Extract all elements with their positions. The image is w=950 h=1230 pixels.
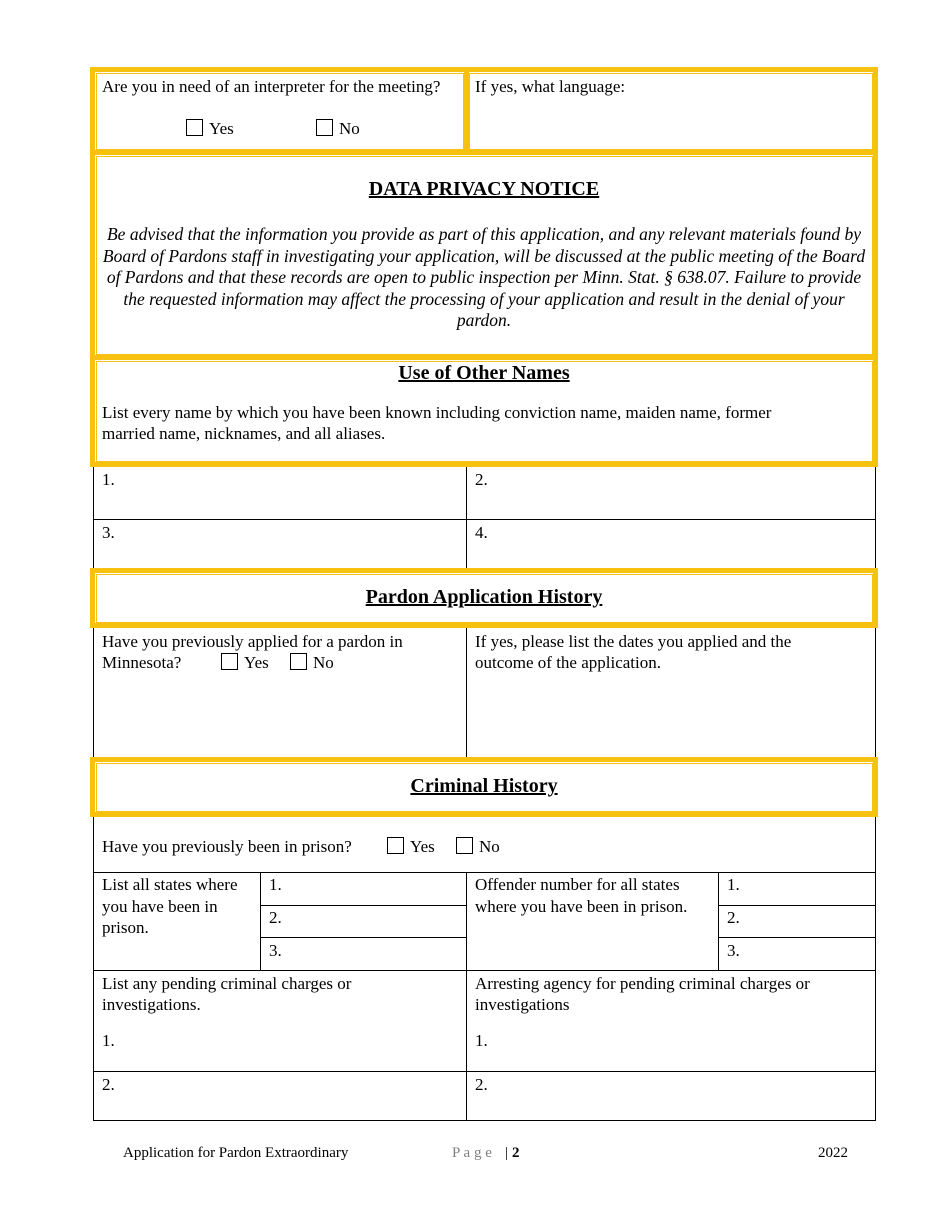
- other-name-2[interactable]: 2.: [475, 470, 488, 489]
- footer-page-number: 2: [512, 1145, 520, 1161]
- pending-label-line1: List any pending criminal charges or: [102, 974, 352, 993]
- privacy-text: Be advised that the information you provide as part of this application, and any relevant materials found by Board of Pardons staff in investigating your application, will be discussed at the public meeting of the Board of Pardons and that these records are open to public inspection per Minn. Stat. § 638.07. Failure to provide the requested information may affect the processing of your application and result in the denial of your pardon.: [102, 224, 866, 330]
- divider: [718, 937, 876, 938]
- pending-label-line2: investigations.: [102, 995, 201, 1014]
- interpreter-no-label: No: [339, 119, 360, 138]
- other-names-instructions-1: List every name by which you have been known including conviction name, maiden name, former: [102, 403, 772, 422]
- prison-yes-label: Yes: [410, 837, 435, 856]
- divider: [466, 872, 467, 1121]
- divider: [93, 970, 876, 971]
- pardon-history-title: Pardon Application History: [365, 586, 603, 608]
- pending-field-1[interactable]: 1.: [102, 1031, 115, 1050]
- divider: [464, 72, 469, 152]
- interpreter-yes-label: Yes: [209, 119, 234, 138]
- agency-label-line1: Arresting agency for pending criminal charges or: [475, 974, 810, 993]
- prison-question: Have you previously been in prison?: [102, 837, 352, 856]
- interpreter-no-option[interactable]: [316, 118, 360, 139]
- pardon-question-line1: Have you previously applied for a pardon in: [102, 632, 403, 651]
- other-names-instructions-2: married name, nicknames, and all aliases.: [102, 424, 386, 443]
- states-label-line2: you have been in: [102, 897, 218, 916]
- pardon-yes-checkbox[interactable]: [221, 653, 238, 670]
- privacy-title: DATA PRIVACY NOTICE: [368, 178, 600, 200]
- divider: [260, 905, 466, 906]
- state-field-1[interactable]: 1.: [269, 875, 282, 894]
- interpreter-yes-option[interactable]: [186, 118, 234, 139]
- divider: [718, 872, 719, 971]
- offender-field-2[interactable]: 2.: [727, 908, 740, 927]
- states-label-line1: List all states where: [102, 875, 238, 894]
- offender-field-1[interactable]: 1.: [727, 875, 740, 894]
- pardon-dates-line2: outcome of the application.: [475, 653, 661, 672]
- criminal-history-title: Criminal History: [410, 775, 558, 797]
- language-label: If yes, what language:: [475, 77, 626, 96]
- pardon-yes-label: Yes: [244, 653, 269, 672]
- other-name-1[interactable]: 1.: [102, 470, 115, 489]
- pardon-no-label: No: [313, 653, 334, 672]
- footer-separator: |: [505, 1145, 509, 1161]
- state-field-2[interactable]: 2.: [269, 908, 282, 927]
- offender-field-3[interactable]: 3.: [727, 941, 740, 960]
- other-name-4[interactable]: 4.: [475, 523, 488, 542]
- prison-yes-checkbox[interactable]: [387, 837, 404, 854]
- offender-label-line2: where you have been in prison.: [475, 897, 688, 916]
- pardon-question-line2: Minnesota?: [102, 653, 182, 672]
- divider: [93, 1071, 876, 1072]
- interpreter-no-checkbox[interactable]: [316, 119, 333, 136]
- footer-page-label: P a g e: [452, 1145, 492, 1161]
- prison-yes-option[interactable]: [387, 836, 435, 857]
- pardon-no-option[interactable]: [290, 652, 334, 673]
- footer-title: Application for Pardon Extraordinary: [123, 1145, 349, 1161]
- other-names-title: Use of Other Names: [398, 362, 570, 384]
- divider: [260, 937, 466, 938]
- divider: [466, 467, 467, 569]
- prison-no-option[interactable]: [456, 836, 500, 857]
- pardon-no-checkbox[interactable]: [290, 653, 307, 670]
- state-field-3[interactable]: 3.: [269, 941, 282, 960]
- pardon-dates-line1: If yes, please list the dates you applied and the: [475, 632, 792, 651]
- prison-no-checkbox[interactable]: [456, 837, 473, 854]
- prison-no-label: No: [479, 837, 500, 856]
- divider: [260, 872, 261, 971]
- pending-field-2[interactable]: 2.: [102, 1075, 115, 1094]
- interpreter-question: Are you in need of an interpreter for the meeting?: [102, 77, 441, 96]
- footer-year: 2022: [818, 1145, 848, 1161]
- states-label-line3: prison.: [102, 918, 149, 937]
- divider: [93, 872, 876, 873]
- interpreter-yes-checkbox[interactable]: [186, 119, 203, 136]
- agency-label-line2: investigations: [475, 995, 570, 1014]
- agency-field-1[interactable]: 1.: [475, 1031, 488, 1050]
- language-field[interactable]: [470, 100, 870, 146]
- agency-field-2[interactable]: 2.: [475, 1075, 488, 1094]
- pardon-yes-option[interactable]: [221, 652, 269, 673]
- divider: [718, 905, 876, 906]
- offender-label-line1: Offender number for all states: [475, 875, 680, 894]
- divider: [93, 519, 876, 520]
- divider: [466, 628, 467, 758]
- other-name-3[interactable]: 3.: [102, 523, 115, 542]
